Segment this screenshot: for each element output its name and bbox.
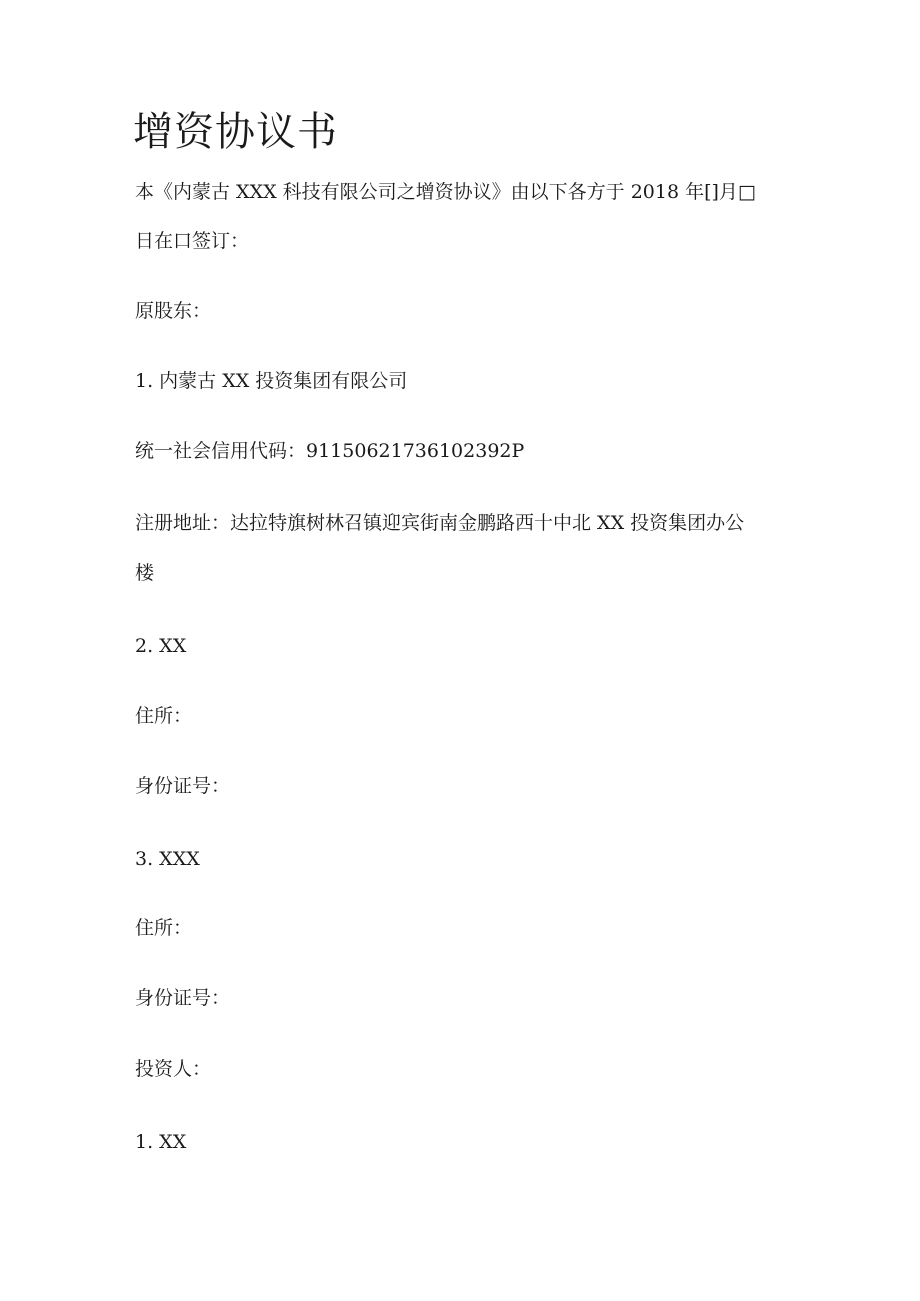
- shareholder-1-address-line-1: 注册地址：达拉特旗树林召镇迎宾街南金鹏路西十中北 XX 投资集团办公: [135, 512, 745, 534]
- shareholder-1-address-line-2: 楼: [135, 562, 155, 584]
- shareholder-3-id-number: 身份证号：: [135, 987, 231, 1009]
- shareholder-2-name: 2. XX: [135, 635, 187, 657]
- shareholder-2-id-number: 身份证号：: [135, 775, 231, 797]
- investors-heading: 投资人：: [135, 1058, 212, 1080]
- shareholder-2-residence: 住所：: [135, 705, 193, 727]
- document-title: 增资协议书: [133, 109, 338, 155]
- investor-1-name: 1. XX: [135, 1131, 187, 1153]
- shareholder-1-credit-code: 统一社会信用代码：91150621736102392P: [135, 440, 525, 462]
- intro-line-1: 本《内蒙古 XXX 科技有限公司之增资协议》由以下各方于 2018 年[]月□: [135, 181, 756, 203]
- shareholder-1-name: 1. 内蒙古 XX 投资集团有限公司: [135, 370, 408, 392]
- shareholder-3-name: 3. XXX: [135, 848, 200, 870]
- shareholder-3-residence: 住所：: [135, 917, 193, 939]
- intro-line-2: 日在口签订：: [135, 230, 250, 252]
- original-shareholders-heading: 原股东：: [135, 300, 212, 322]
